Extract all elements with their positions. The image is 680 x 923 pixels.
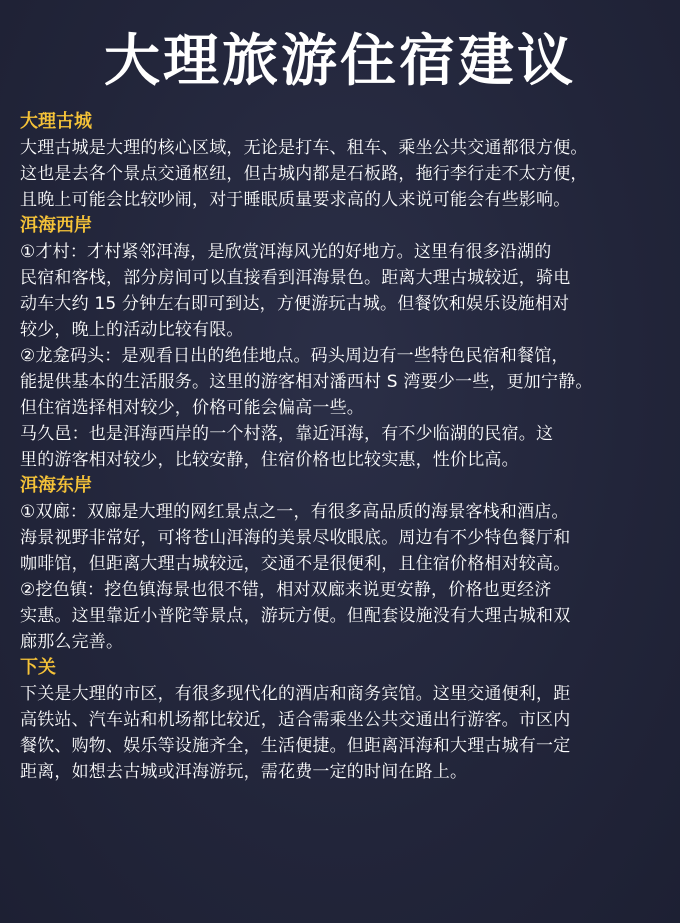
section-heading-dali-ancient-city: 大理古城 xyxy=(20,111,92,132)
paragraph-dali-ancient-city: 大理古城是大理的核心区域，无论是打车、租车、乘坐公共交通都很方便。 这也是去各个景点交通枢纽，但古城内都是石板路，拖行李行走不太方便， 且晚上可能会比较吵闹，对于睡眠质量要求高的人来说可能会有些影响。 xyxy=(20,138,588,210)
page-title: 大理旅游住宿建议 xyxy=(104,29,576,94)
section-heading-xiaguan: 下关 xyxy=(20,657,56,678)
paragraph-caicun: ①才村：才村紧邻洱海，是欣赏洱海风光的好地方。这里有很多沿湖的 民宿和客栈，部分房间可以直接看到洱海景色。距离大理古城较近，骑电 动车大约 15 分钟左右即可到达，方便游玩古城。但餐饮和娱乐设施相对 较少，晚上的活动比较有限。 xyxy=(20,242,571,340)
paragraph-majiuyi: 马久邑：也是洱海西岸的一个村落，靠近洱海，有不少临湖的民宿。这 里的游客相对较少，比较安静，住宿价格也比较实惠，性价比高。 xyxy=(20,424,554,470)
article-body xyxy=(20,109,666,785)
paragraph-longkan-pier: ②龙龛码头：是观看日出的绝佳地点。码头周边有一些特色民宿和餐馆， 能提供基本的生活服务。这里的游客相对潘西村 S 湾要少一些，更加宁静。 但住宿选择相对较少，价格可能会偏高一些。 xyxy=(20,346,593,418)
paragraph-shuanglang: ①双廊：双廊是大理的网红景点之一，有很多高品质的海景客栈和酒店。 海景视野非常好，可将苍山洱海的美景尽收眼底。周边有不少特色餐厅和 咖啡馆，但距离大理古城较远，交通不是很便利，且住宿价格相对较高。 xyxy=(20,502,571,574)
paragraph-wase-town: ②挖色镇：挖色镇海景也很不错，相对双廊来说更安静，价格也更经济 实惠。这里靠近小普陀等景点，游玩方便。但配套设施没有大理古城和双 廊那么完善。 xyxy=(20,580,571,652)
section-heading-erhai-west: 洱海西岸 xyxy=(20,215,92,236)
section-heading-erhai-east: 洱海东岸 xyxy=(20,475,92,496)
paragraph-xiaguan: 下关是大理的市区，有很多现代化的酒店和商务宾馆。这里交通便利，距 高铁站、汽车站和机场都比较近，适合需乘坐公共交通出行游客。市区内 餐饮、购物、娱乐等设施齐全，生活便捷。但距离洱海和大理古城有一定 距离，如想去古城或洱海游玩，需花费一定的时间在路上。 xyxy=(20,684,571,782)
